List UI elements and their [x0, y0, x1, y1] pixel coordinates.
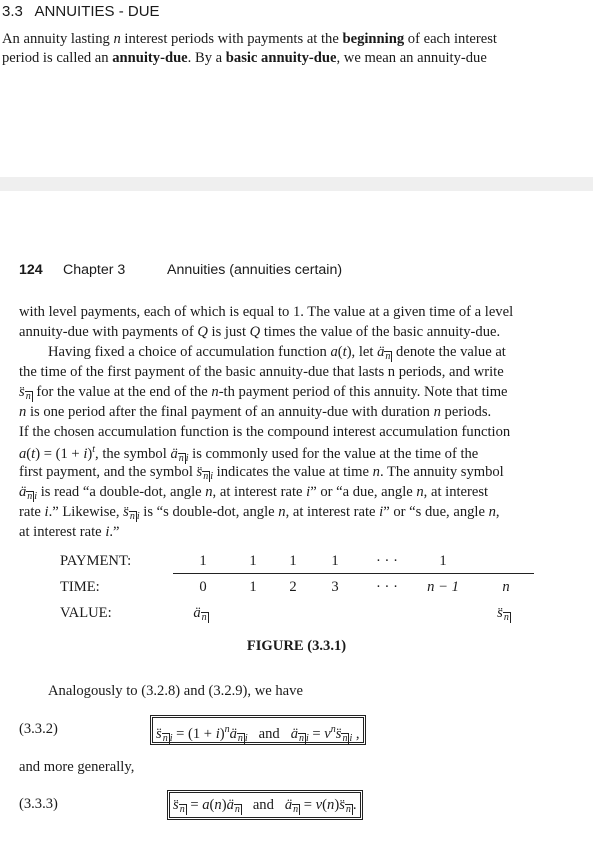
time-cell: 1	[249, 579, 257, 595]
equation-label-332: (3.3.2)	[19, 721, 58, 737]
body-line-7: If the chosen accumulation function is the compound interest accumulation function	[19, 424, 511, 440]
analog-text: Analogously to (3.2.8) and (3.2.9), we have	[48, 683, 303, 699]
value-a-due: än	[193, 605, 207, 623]
body-line-10: än $_i$ is read “a double-dot, angle n, at interest rate i” or “a due, angle n, at interest	[19, 484, 489, 502]
body-line-9: first payment, and the symbol s̈n $_i$ indicates the value at time n. The annuity symbol	[19, 464, 504, 482]
section-title: ANNUITIES - DUE	[34, 3, 160, 20]
payment-row-label: PAYMENT:	[60, 553, 132, 569]
figure-caption: FIGURE (3.3.1)	[246, 638, 347, 654]
time-row-label: TIME:	[60, 579, 100, 595]
time-cell: 0	[199, 579, 207, 595]
payment-ellipsis: · · ·	[376, 553, 398, 569]
payment-cell: 1	[249, 553, 257, 569]
body-line-12: at interest rate i.”	[19, 524, 120, 540]
page-break-band	[0, 177, 593, 191]
value-row-label: VALUE:	[60, 605, 112, 621]
body-line-1: with level payments, each of which is equal to 1. The value at a given time of a level	[19, 304, 514, 320]
page-number: 124	[19, 262, 43, 278]
value-s-due: s̈n	[497, 605, 509, 623]
payment-cell: 1	[331, 553, 339, 569]
page-header	[19, 262, 342, 278]
equation-box-332: s̈n $_i = (1 + i)^nän$ $_i$ and än $_i = v^ns̈n$ $_i$ ,	[152, 717, 364, 743]
chapter-label: Chapter 3	[63, 262, 126, 278]
body-line-4: the time of the first payment of the basic annuity-due that lasts n periods, and write	[19, 364, 504, 380]
time-cell: n − 1	[427, 579, 459, 595]
body-line-3: Having fixed a choice of accumulation function a(t), let än denote the value at	[48, 344, 506, 362]
body-line-8: $a(t) = (1 + i)^t$, the symbol än $_i$ is commonly used for the value at the time of the	[19, 444, 479, 464]
section-number: 3.3	[2, 3, 23, 20]
payment-cell: 1	[199, 553, 207, 569]
intro-line-1: An annuity lasting n interest periods with payments at the beginning of each interest	[2, 31, 497, 47]
time-cell: n	[502, 579, 510, 595]
body-line-11: rate i.” Likewise, s̈n $_i$ is “s double-dot, angle n, at interest rate i” or “s due, angle n,	[19, 504, 500, 522]
body-line-5: s̈n for the value at the end of the n-th payment period of this annuity. Note that time	[19, 384, 508, 402]
time-cell: 3	[331, 579, 339, 595]
body-line-2: annuity-due with payments of Q is just Q times the value of the basic annuity-due.	[19, 324, 501, 340]
timeline-rule	[173, 573, 534, 574]
equation-label-333: (3.3.3)	[19, 796, 58, 812]
time-ellipsis: · · ·	[376, 579, 398, 595]
chapter-title: Annuities (annuities certain)	[167, 262, 343, 278]
equation-box-333: s̈n = a(n)än and än = v(n)s̈n .	[169, 792, 361, 818]
intro-line-2: period is called an annuity-due. By a basic annuity-due, we mean an annuity-due	[2, 50, 487, 66]
payment-cell: 1	[289, 553, 297, 569]
body-line-6: n is one period after the final payment of an annuity-due with duration n periods.	[19, 404, 492, 420]
time-cell: 2	[289, 579, 297, 595]
more-text: and more generally,	[19, 759, 135, 775]
section-heading	[2, 3, 160, 20]
payment-cell: 1	[439, 553, 447, 569]
